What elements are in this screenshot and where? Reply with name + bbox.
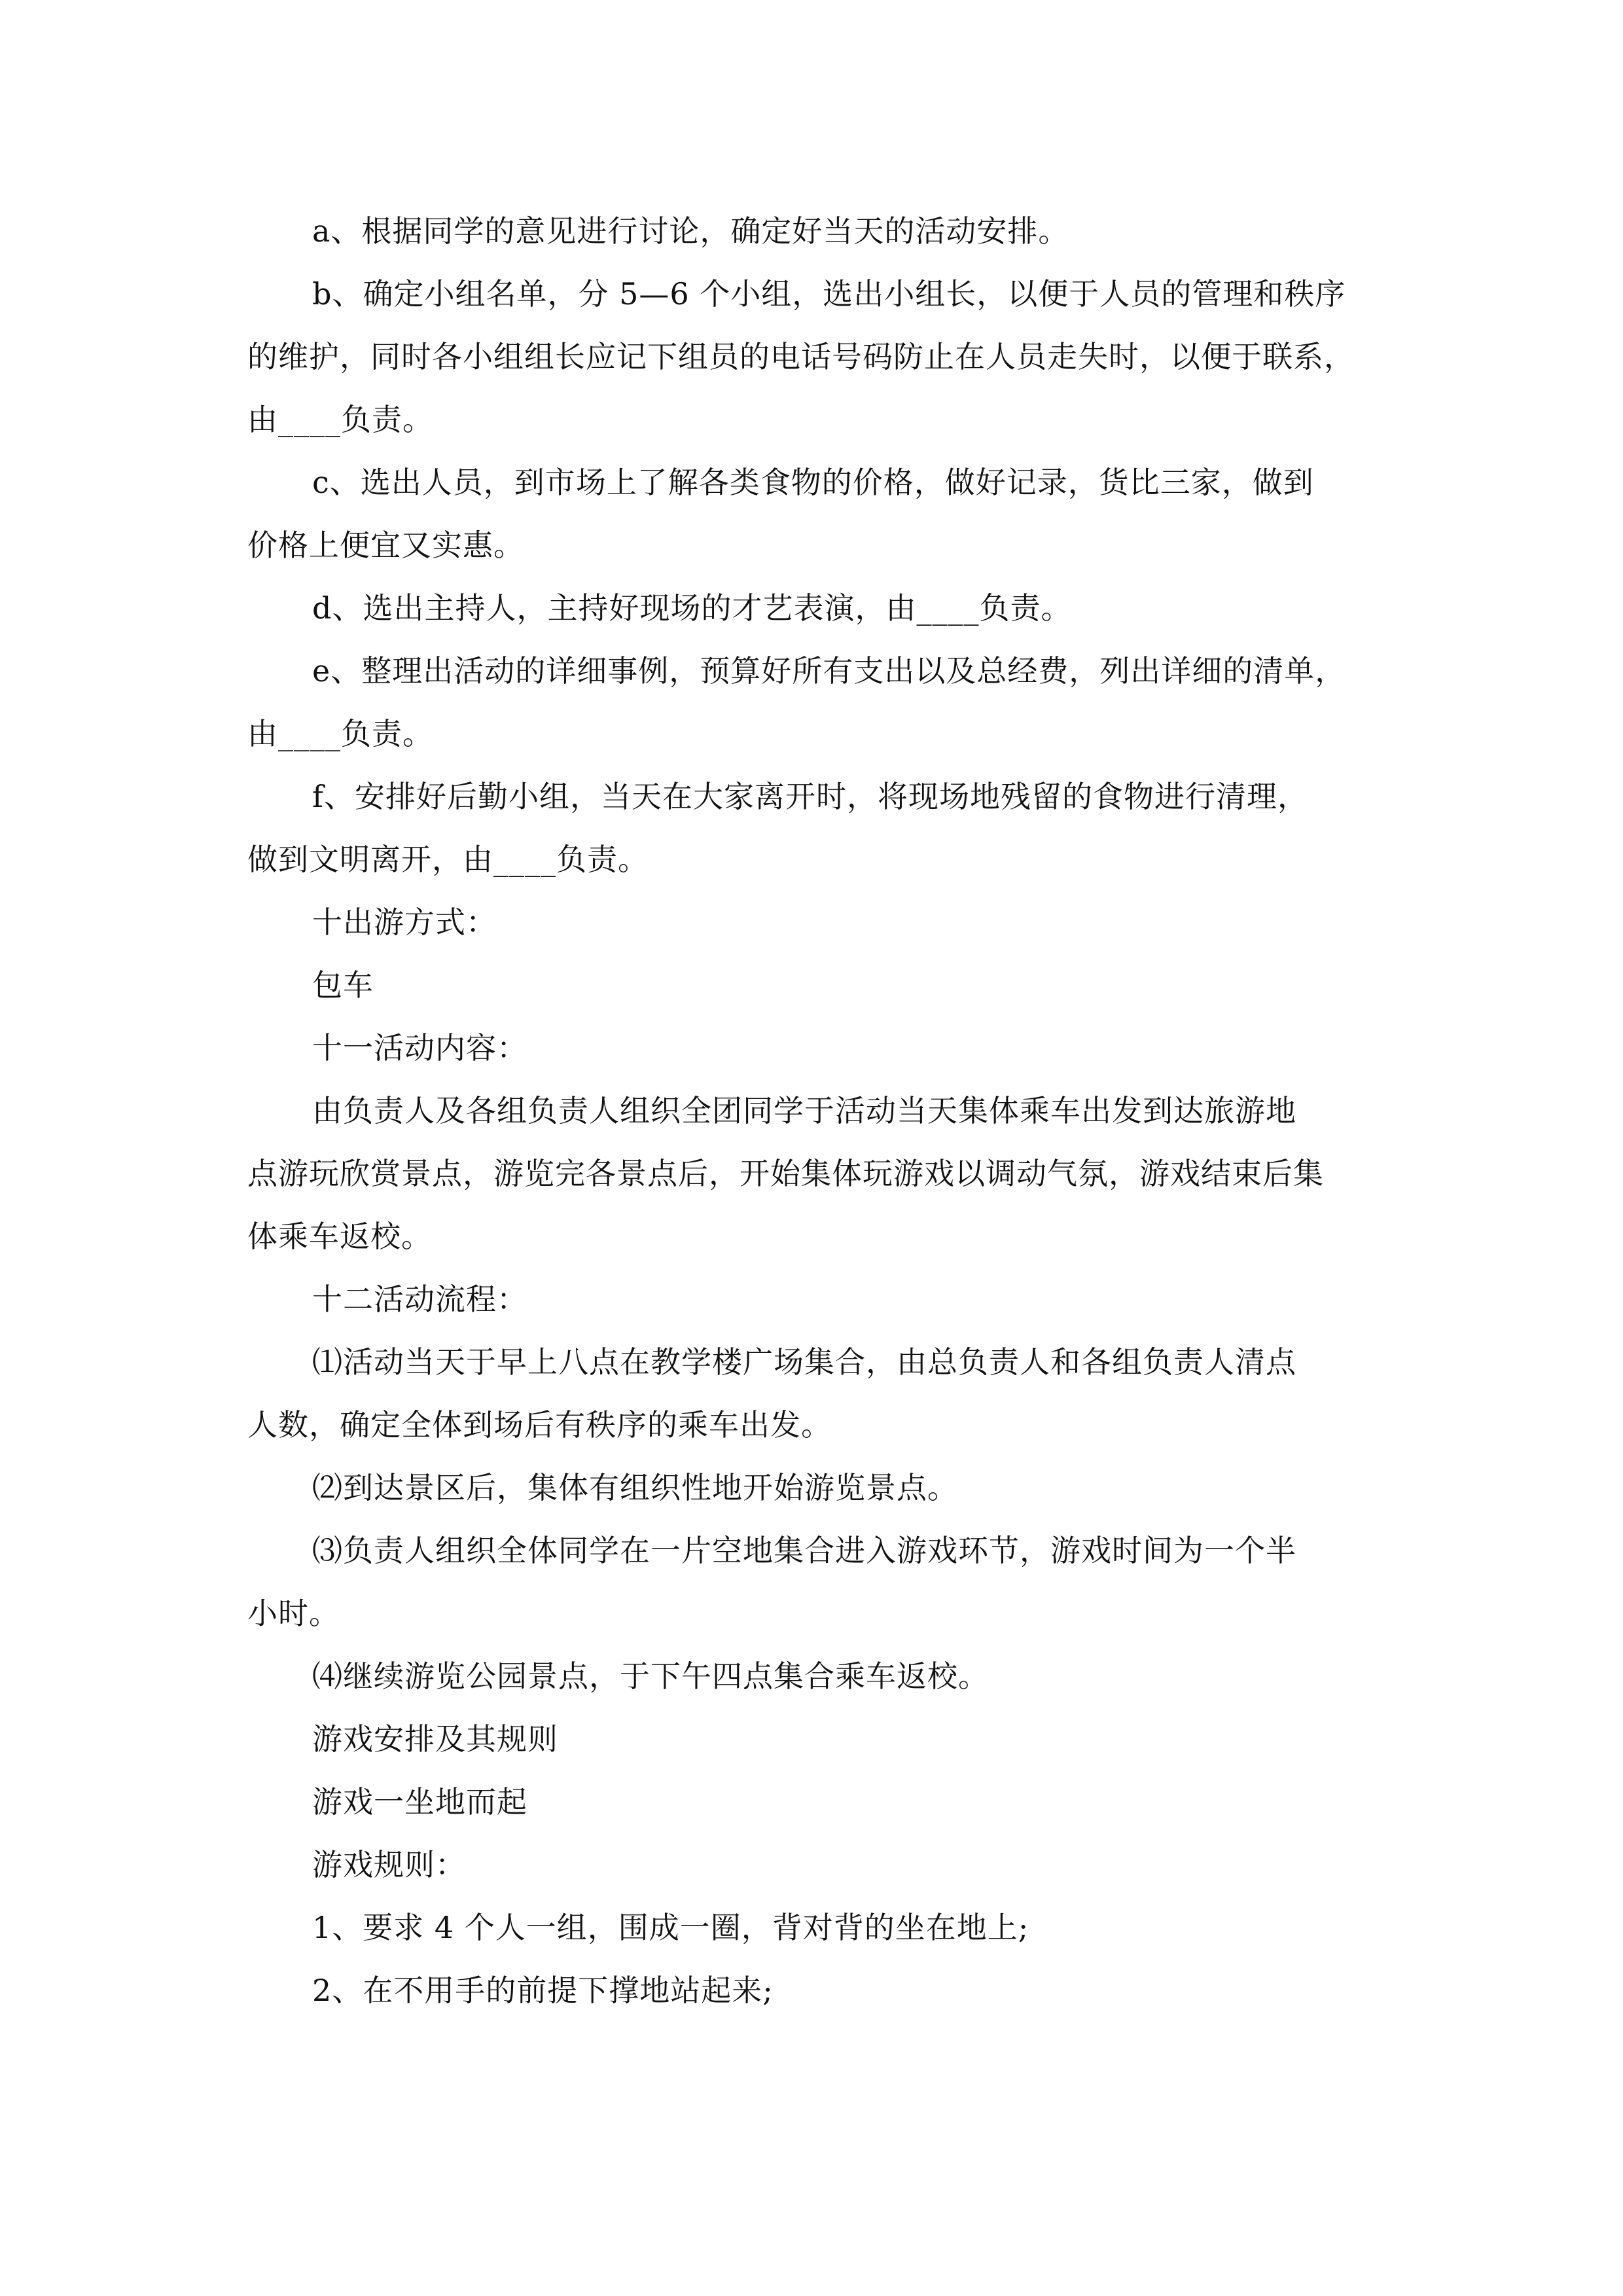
paragraph-line: 体乘车返校。 [247,1219,432,1254]
paragraph [247,1331,1383,1456]
paragraph-line: b、确定小组名单，分 5—6 个小组，选出小组长，以便于人员的管理和秩序 [312,276,1346,312]
paragraph-line: c、选出人员，到市场上了解各类食物的价格，做好记录，货比三家，做到 [312,465,1314,500]
paragraph-line: e、整理出活动的详细事例，预算好所有支出以及总经费，列出详细的清单， [312,653,1346,689]
paragraph [247,765,1383,891]
paragraph [247,577,1383,639]
paragraph-line: 十一活动内容： [312,1030,527,1066]
document-body [247,200,1383,2022]
paragraph-line: 游戏一坐地而起 [312,1784,527,1820]
paragraph-line: ⑵到达景区后，集体有组织性地开始游览景点。 [312,1470,958,1505]
paragraph-line: ⑶负责人组织全体同学在一片空地集合进入游戏环节，游戏时间为一个半 [312,1533,1296,1568]
paragraph-line: 包车 [312,967,374,1003]
paragraph [247,1959,1383,2022]
paragraph-line: 人数，确定全体到场后有秩序的乘车出发。 [247,1407,832,1443]
paragraph [247,1079,1383,1268]
paragraph-line: 由负责人及各组负责人组织全团同学于活动当天集体乘车出发到达旅游地 [312,1093,1296,1128]
paragraph [247,954,1383,1016]
paragraph-line: 十出游方式： [312,905,497,940]
paragraph-line: 游戏规则： [312,1847,466,1882]
paragraph-line: d、选出主持人，主持好现场的才艺表演，由____负责。 [312,590,1072,626]
paragraph-line: 点游玩欣赏景点，游览完各景点后，开始集体玩游戏以调动气氛，游戏结束后集 [247,1156,1324,1191]
paragraph [247,200,1383,262]
paragraph [247,451,1383,577]
paragraph [247,891,1383,954]
paragraph-line: f、安排好后勤小组，当天在大家离开时，将现场地残留的食物进行清理， [312,779,1309,814]
paragraph-line: 十二活动流程： [312,1282,527,1317]
paragraph [247,1896,1383,1959]
paragraph-line: 2、在不用手的前提下撑地站起来; [312,1973,774,2008]
paragraph [247,1016,1383,1079]
paragraph [247,1708,1383,1770]
paragraph-line: 价格上便宜又实惠。 [247,528,524,563]
paragraph [247,1645,1383,1708]
paragraph [247,262,1383,451]
paragraph-line: 的维护，同时各小组组长应记下组员的电话号码防止在人员走失时，以便于联系， [247,339,1355,374]
paragraph-line: 由____负责。 [247,716,433,751]
paragraph-line: a、根据同学的意见进行讨论，确定好当天的活动安排。 [312,213,1069,249]
paragraph [247,1519,1383,1645]
paragraph-line: 做到文明离开，由____负责。 [247,842,649,877]
paragraph [247,639,1383,765]
paragraph [247,1833,1383,1896]
paragraph [247,1268,1383,1331]
paragraph-line: 1、要求 4 个人一组，围成一圈，背对背的坐在地上; [312,1910,1029,1945]
paragraph-line: ⑴活动当天于早上八点在教学楼广场集合，由总负责人和各组负责人清点 [312,1344,1296,1380]
paragraph-line: 游戏安排及其规则 [312,1721,558,1757]
paragraph [247,1456,1383,1519]
paragraph-line: ⑷继续游览公园景点，于下午四点集合乘车返校。 [312,1659,989,1694]
paragraph-line: 小时。 [247,1596,340,1631]
paragraph [247,1770,1383,1833]
paragraph-line: 由____负责。 [247,402,433,437]
